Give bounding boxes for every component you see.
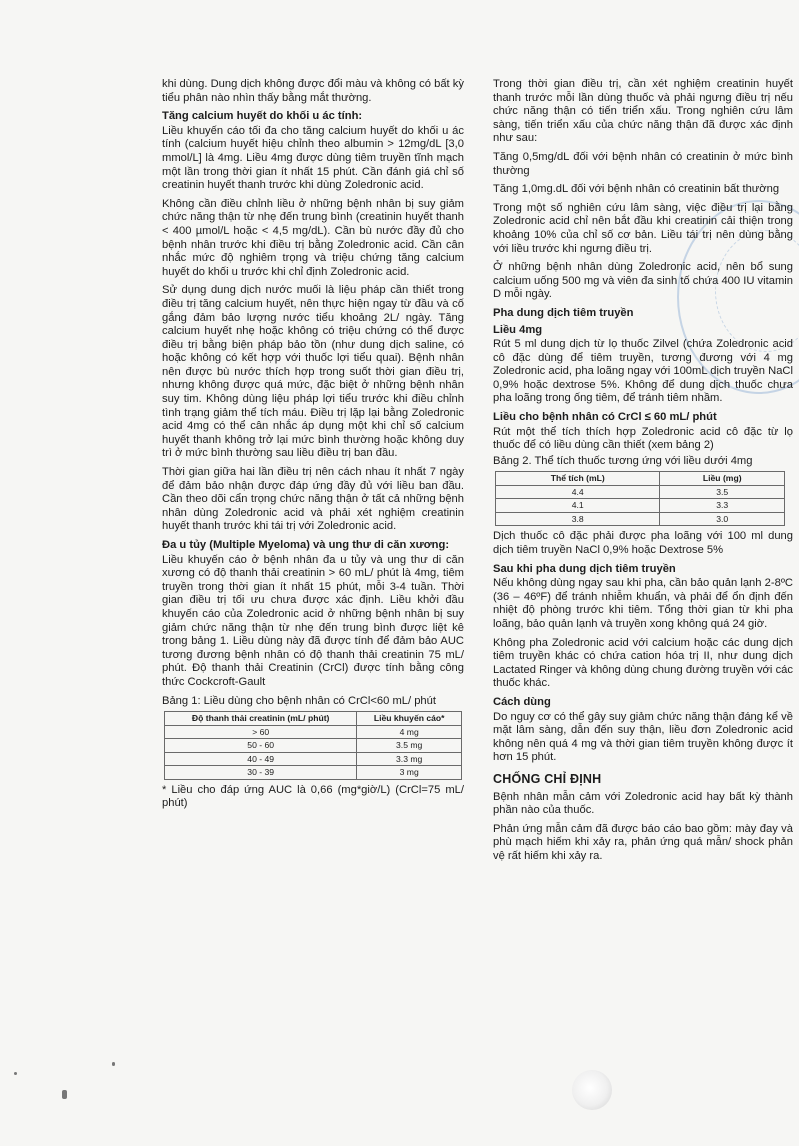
paragraph: Bệnh nhân mẫn cảm với Zoledronic acid hay bất kỳ thành phần nào của thuốc.: [493, 790, 793, 817]
dose-table-2: [495, 471, 785, 526]
table-cell: 4.1: [496, 499, 660, 513]
paragraph: Sử dụng dung dịch nước muối là liệu pháp cần thiết trong điều trị tăng calcium huyết, nên thực hiện ngay từ đầu và cố gắng đảm bảo lượng nước tiểu khoảng 2L/ ngày. Tăng calcium huyết nhẹ hoặc không có triệu chứng có thể được điều trị bằng biện pháp bảo tồn (như dung dịch saline, có hoặc không có kết hợp với thuốc lợi tiểu quai). Bệnh nhân nên được bù nước thích hợp trong suốt thời gian điều trị, nhưng không được quá mức, đặc biệt ở những bệnh nhân suy tim. Không dùng liệu pháp lợi tiểu trước khi điều chỉnh tình trạng giảm thể tích máu. Điều trị lặp lại bằng Zoledronic acid 4mg có thể cân nhắc áp dụng một khi chỉ số calcium huyết thanh không trở lại mức bình thường hoặc không duy trì ở mức bình thường sau liều điều trị ban đầu.: [162, 284, 464, 460]
table-row: [165, 739, 462, 753]
table-header-row: [165, 712, 462, 726]
table-row: [165, 766, 462, 780]
table-cell: 3.5 mg: [357, 739, 462, 753]
scan-speck: [112, 1062, 115, 1066]
table-row: [496, 499, 785, 513]
table-header-cell: Liều khuyến cáo*: [357, 712, 462, 726]
table-cell: 3.5: [660, 485, 785, 499]
paragraph: Tăng 1,0mg.dL đối với bệnh nhân có creatinin bất thường: [493, 183, 780, 196]
scan-speck: [62, 1090, 67, 1099]
table-header-cell: Độ thanh thải creatinin (mL/ phút): [165, 712, 357, 726]
table-row: [496, 512, 785, 526]
table-cell: 3.0: [660, 512, 785, 526]
table-cell: 3.3: [660, 499, 785, 513]
table-cell: 4.4: [496, 485, 660, 499]
paragraph: Bảng 1: Liều dùng cho bệnh nhân có CrCl<60 mL/ phút: [162, 694, 436, 707]
dose-table-1: [164, 711, 462, 780]
table-cell: > 60: [165, 725, 357, 739]
paragraph: Không pha Zoledronic acid với calcium hoặc các dung dịch tiêm truyền khác có chứa cation hóa trị II, như dung dịch Lactated Ringer và không dùng chung đường truyền với các thuốc khác.: [493, 636, 793, 690]
punch-hole: [572, 1070, 612, 1110]
left-text-column: [162, 78, 464, 816]
table-cell: 50 - 60: [165, 739, 357, 753]
table-header-row: [496, 472, 785, 486]
paragraph: Dịch thuốc cô đặc phải được pha loãng với 100 ml dung dịch tiêm truyền NaCl 0,9% hoặc Dextrose 5%: [493, 530, 793, 557]
paragraph: Phản ứng mẫn cảm đã được báo cáo bao gồm: mày đay và phù mạch hiếm khi xảy ra, phản ứng quá mẫn/ shock phản vệ rất hiếm khi xảy ra.: [493, 822, 793, 862]
table-row: [165, 725, 462, 739]
subheading: Pha dung dịch tiêm truyền: [493, 306, 634, 319]
paragraph: Nếu không dùng ngay sau khi pha, cần bảo quản lạnh 2-8ºC (36 – 46ºF) để tránh nhiễm khuẩn, và phải để ổn định đến nhiệt độ phòng trước khi tiêm. Tổng thời gian từ khi pha loãng, bảo quản lạnh và truyền xong không quá 24 giờ.: [493, 577, 793, 630]
table-cell: 3.3 mg: [357, 752, 462, 766]
subheading: Sau khi pha dung dịch tiêm truyền: [493, 562, 676, 575]
paragraph: Rút một thể tích thích hợp Zoledronic acid cô đặc từ lọ thuốc để có liều dùng cần thiết (xem bảng 2): [493, 425, 793, 452]
table-cell: 4 mg: [357, 725, 462, 739]
table-row: [165, 752, 462, 766]
paragraph: Tăng 0,5mg/dL đối với bệnh nhân có creatinin ở mức bình thường: [493, 150, 793, 177]
paragraph: khi dùng. Dung dịch không được đổi màu và không có bất kỳ tiểu phân nào nhìn thấy bằng mắt thường.: [162, 78, 464, 104]
table-cell: 30 - 39: [165, 766, 357, 780]
paragraph: Bảng 2. Thể tích thuốc tương ứng với liều dưới 4mg: [493, 454, 753, 467]
paragraph: Trong thời gian điều trị, cần xét nghiệm creatinin huyết thanh trước mỗi lần dùng thuốc và phải ngưng điều trị nếu chức năng thận có tiến triển xấu. Trong nghiên cứu lâm sàng, tiến triển xấu của chức năng thận đã được xác định như sau:: [493, 78, 793, 145]
subheading: Tăng calcium huyết do khối u ác tính:: [162, 110, 363, 123]
subheading: Liều cho bệnh nhân có CrCl ≤ 60 mL/ phút: [493, 411, 717, 424]
paragraph: Trong một số nghiên cứu lâm sàng, việc điều trị lại bằng Zoledronic acid chỉ nên bắt đầu khi creatinin cải thiện trong khoảng 10% của chỉ số cơ bản. Liều tái trị nên dùng bằng với liều trước khi ngưng điều trị.: [493, 201, 793, 255]
paragraph: Không cần điều chỉnh liều ở những bệnh nhân bị suy giảm chức năng thận từ nhẹ đến trung bình (creatinin huyết thanh < 400 µmol/L hoặc < 4,5 mg/dL). Cần bù nước đầy đủ cho bệnh nhân trước khi điều trị bằng Zoledronic acid. Cần cân nhắc mức độ nghiêm trọng và triệu chứng tăng calcium huyết do khối u trước khi chỉ định Zoledronic acid.: [162, 197, 464, 278]
table-cell: 40 - 49: [165, 752, 357, 766]
table-row: [496, 485, 785, 499]
paragraph: Thời gian giữa hai lần điều trị nên cách nhau ít nhất 7 ngày để đảm bảo nhận được đáp ứng đầy đủ với liều ban đầu. Cần theo dõi cẩn trọng chức năng thận ở tất cả những bệnh nhân dùng Zoledronic acid và phải xét nghiệm creatinin huyết thanh trước khi tái trị với Zoledronic acid.: [162, 466, 464, 533]
table-cell: 3 mg: [357, 766, 462, 780]
paragraph: Liều khuyến cáo ở bệnh nhân đa u tủy và ung thư di căn xương có độ thanh thải creatinin > 60 mL/ phút là 4mg, tiêm truyền trong thời gian ít nhất 15 phút, mỗi 3-4 tuần. Thời gian điều trị tối ưu chưa được xác định. Liều khởi đầu khuyến cáo của Zoledronic acid ở những bệnh nhân bị suy giảm chức năng thận từ nhẹ đến trung bình được liệt kê trong bảng 1. Liều dùng này đã được tính để đảm bảo AUC tương đương bệnh nhân có độ thanh thải creatinin 75 mL/ phút. Độ thanh thải Creatinin (CrCl) được tính bằng công thức Cockcroft-Gault: [162, 553, 464, 688]
scan-speck: [14, 1072, 17, 1075]
table-header-cell: Liều (mg): [660, 472, 785, 486]
subheading: Cách dùng: [493, 695, 551, 708]
section-heading: CHỐNG CHỈ ĐỊNH: [493, 771, 602, 786]
paragraph: Ở những bệnh nhân dùng Zoledronic acid, nên bổ sung calcium uống 500 mg và viên đa sinh tố chứa 400 IU vitamin D mỗi ngày.: [493, 261, 793, 301]
table-header-cell: Thể tích (mL): [496, 472, 660, 486]
subheading: Đa u tủy (Multiple Myeloma) và ung thư di căn xương:: [162, 539, 450, 551]
right-text-column: [493, 78, 793, 869]
paragraph: Liều khuyến cáo tối đa cho tăng calcium huyết do khối u ác tính (calcium huyết hiệu chỉnh theo albumin > 12mg/dL [3,0 mmol/L] là 4mg. Liều 4mg được dùng tiêm truyền tĩnh mạch một lần trong thời gian ít nhất 15 phút. Cần đánh giá chỉ số creatinin huyết thanh trước khi dùng Zoledronic acid.: [162, 124, 464, 192]
paragraph: Do nguy cơ có thể gây suy giảm chức năng thận đáng kể về mặt lâm sàng, dẫn đến suy thận, liều đơn Zoledronic acid không nên quá 4 mg và thời gian tiêm truyền không được ít hơn 15 phút.: [493, 710, 793, 764]
paragraph: Rút 5 ml dung dịch từ lọ thuốc Zilvel (chứa Zoledronic acid cô đặc dùng để tiêm truyền, tương đương với 4 mg Zoledronic acid, pha loãng ngay với 100mL dịch truyền NaCl 0,9% hoặc dextrose 5%. Không để dung dịch thuốc chưa pha loãng trong ống tiêm, để tránh tiêm nhầm.: [493, 338, 793, 405]
paragraph: * Liều cho đáp ứng AUC là 0,66 (mg*giờ/L) (CrCl=75 mL/ phút): [162, 783, 464, 810]
table-cell: 3.8: [496, 512, 660, 526]
subheading: Liều 4mg: [493, 323, 543, 336]
